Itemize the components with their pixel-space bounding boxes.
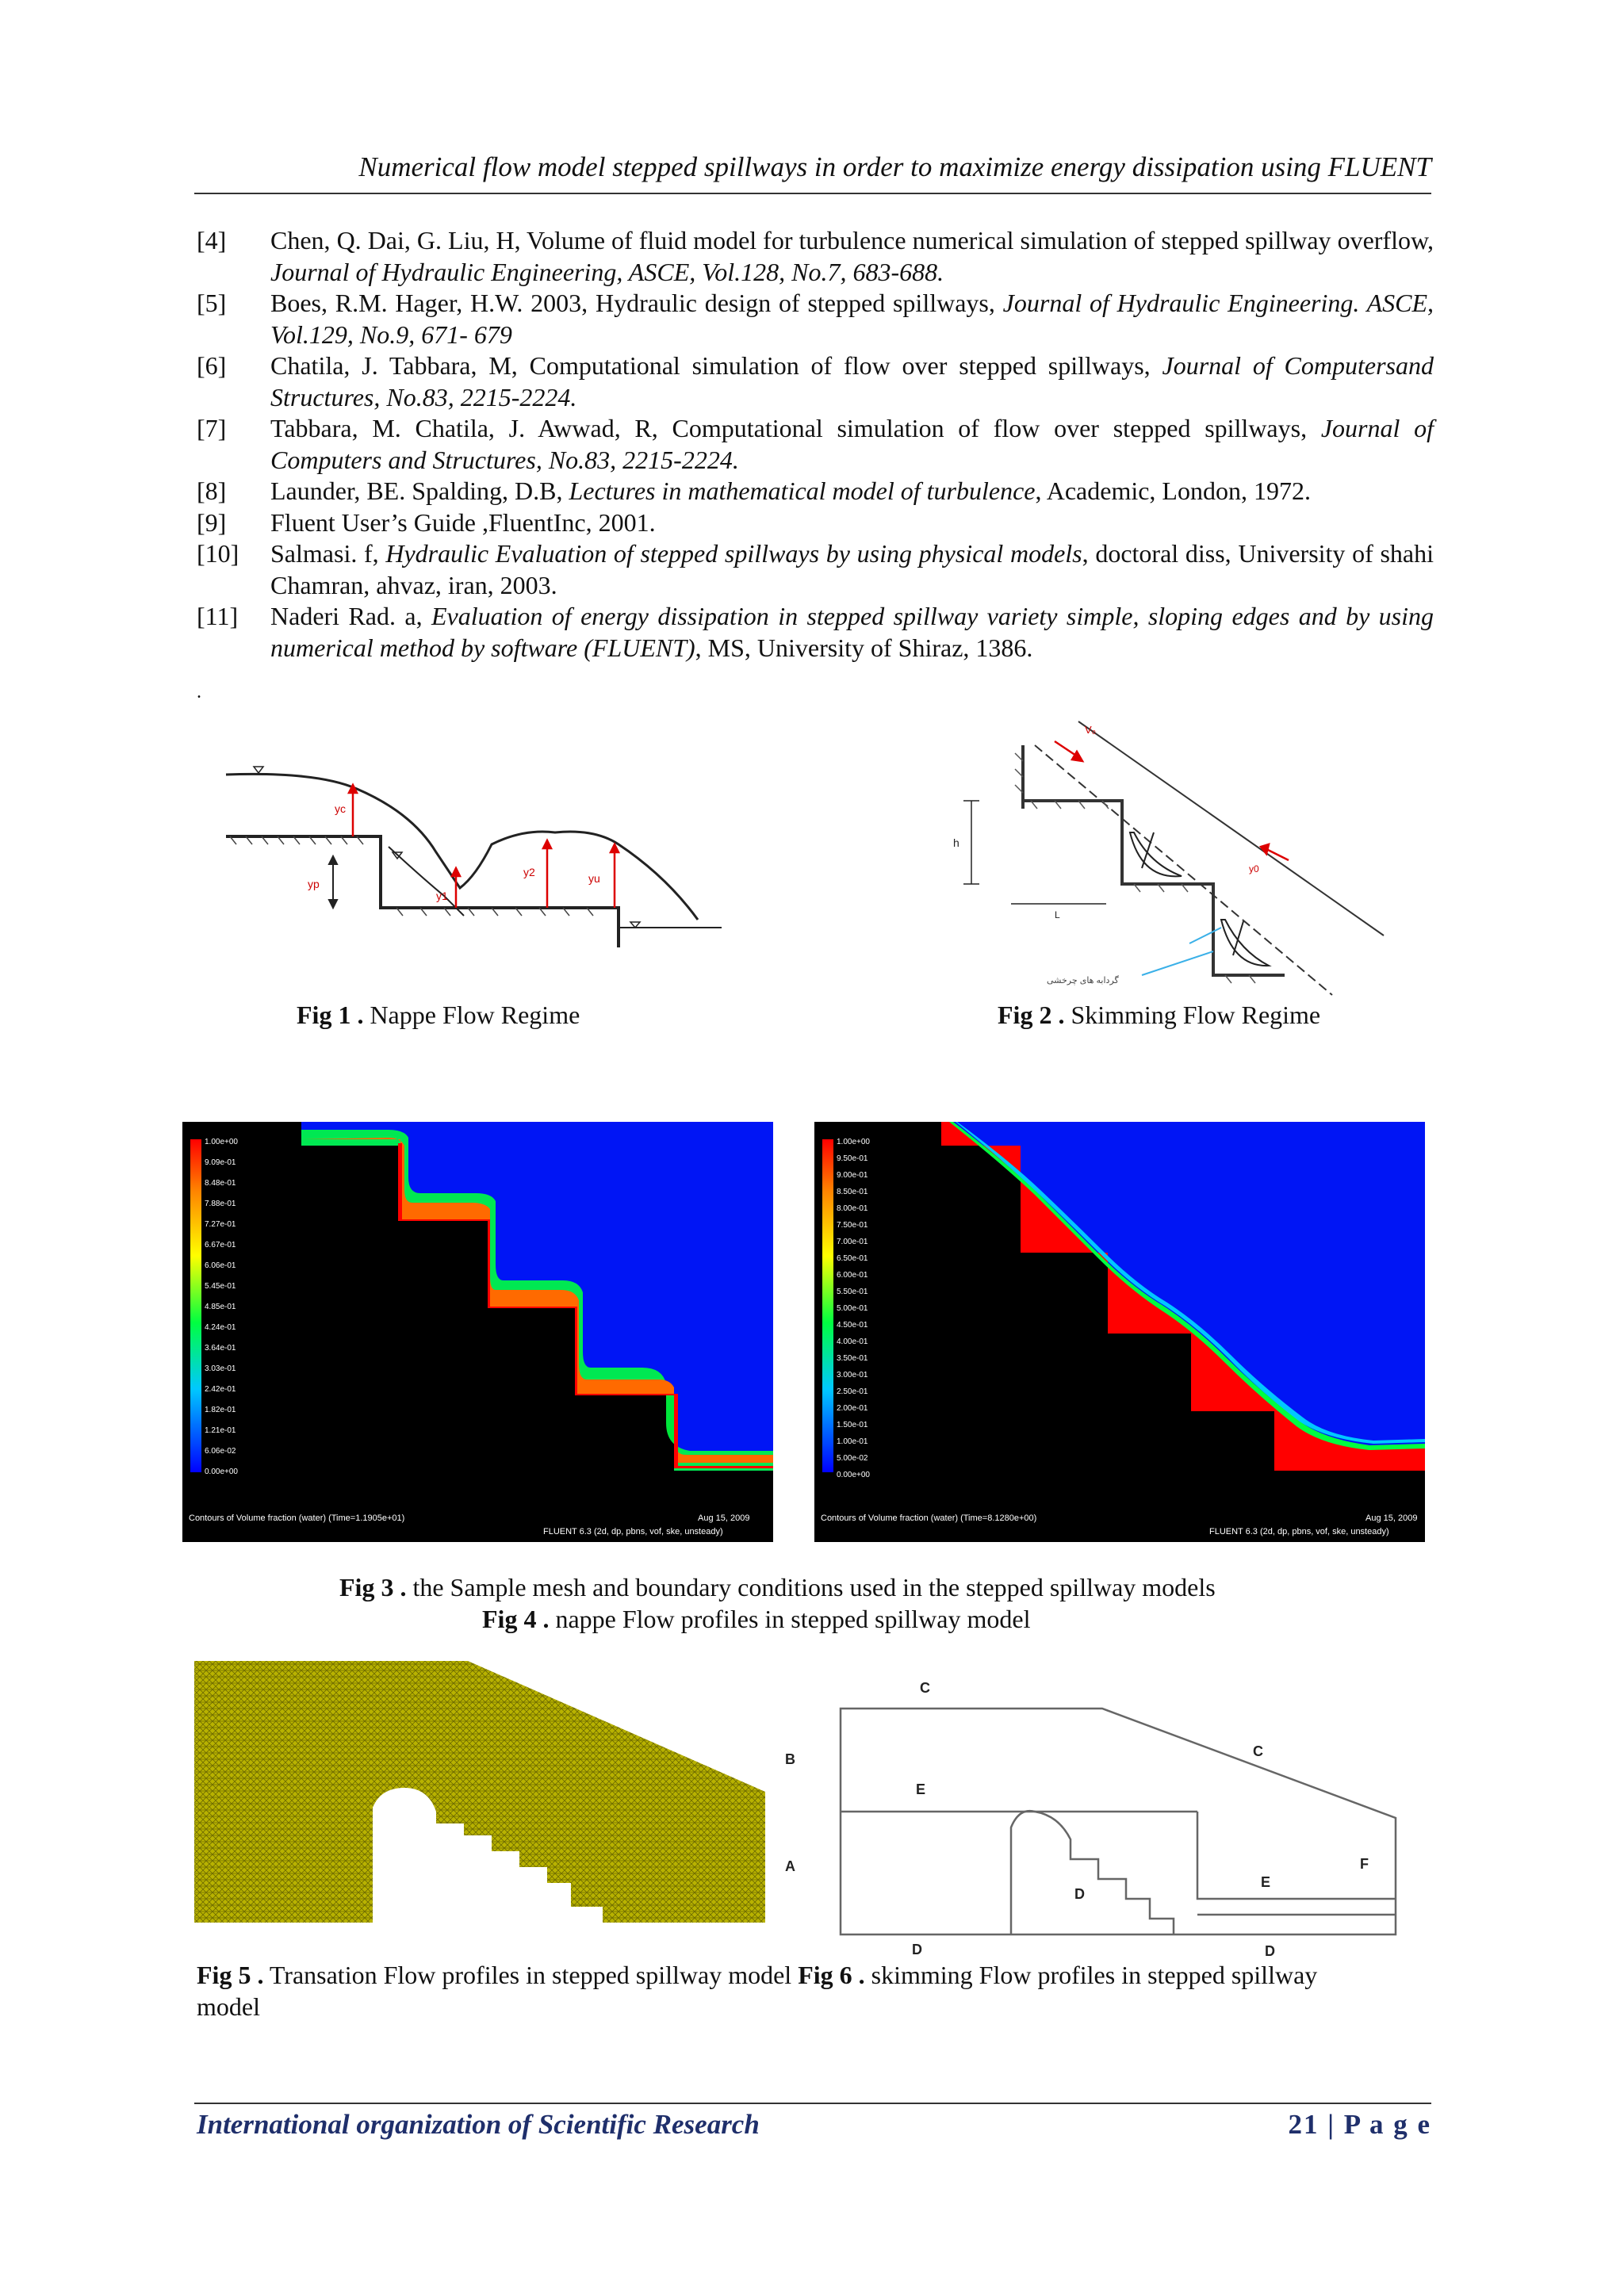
page-number: 21 | P a g e: [1288, 2109, 1431, 2140]
svg-text:1.50e-01: 1.50e-01: [837, 1421, 868, 1429]
svg-text:FLUENT 6.3 (2d, dp, pbns, vof,: FLUENT 6.3 (2d, dp, pbns, vof, ske, unsteady): [1209, 1527, 1389, 1536]
reference-item: [6] Chatila, J. Tabbara, M, Computational simulation of flow over stepped spillways, Journal of Computersand Structures, No.83, 2215-2224.: [197, 351, 1434, 411]
boundary-figure: [833, 1661, 1419, 1962]
svg-text:6.67e-01: 6.67e-01: [205, 1241, 236, 1249]
svg-text:FLUENT 6.3 (2d, dp, pbns, vof,: FLUENT 6.3 (2d, dp, pbns, vof, ske, unsteady): [543, 1527, 723, 1536]
svg-text:A: A: [785, 1858, 795, 1874]
svg-text:B: B: [785, 1751, 795, 1767]
running-header: Numerical flow model stepped spillways in order to maximize energy dissipation using FLUENT: [358, 151, 1431, 182]
svg-text:3.50e-01: 3.50e-01: [837, 1354, 868, 1363]
footer-rule: [194, 2103, 1431, 2104]
svg-text:3.64e-01: 3.64e-01: [205, 1344, 236, 1353]
svg-text:3.03e-01: 3.03e-01: [205, 1364, 236, 1373]
svg-text:Aug 15, 2009: Aug 15, 2009: [1365, 1513, 1418, 1523]
reference-item: [9] Fluent User’s Guide ,FluentInc, 2001.: [197, 507, 656, 537]
svg-text:گردابه های چرخشی: گردابه های چرخشی: [1047, 976, 1119, 985]
svg-text:9.09e-01: 9.09e-01: [205, 1158, 236, 1167]
svg-text:6.06e-02: 6.06e-02: [205, 1447, 236, 1456]
svg-text:h: h: [953, 836, 959, 849]
svg-text:3.00e-01: 3.00e-01: [837, 1371, 868, 1380]
svg-text:8.48e-01: 8.48e-01: [205, 1179, 236, 1188]
svg-text:4.00e-01: 4.00e-01: [837, 1337, 868, 1346]
svg-text:D: D: [912, 1942, 922, 1957]
svg-text:y0: y0: [1249, 863, 1259, 874]
svg-text:4.85e-01: 4.85e-01: [205, 1303, 236, 1311]
mesh-figure: [190, 1661, 817, 1931]
svg-text:2.42e-01: 2.42e-01: [205, 1385, 236, 1394]
reference-item: [10] Salmasi. f, Hydraulic Evaluation of stepped spillways by using physical models, doctoral diss, University of shahi Chamran, ahvaz, iran, 2003.: [197, 539, 1434, 599]
svg-text:1.21e-01: 1.21e-01: [205, 1426, 236, 1435]
svg-text:yp: yp: [308, 878, 320, 890]
svg-text:y1: y1: [436, 890, 448, 902]
svg-text:8.00e-01: 8.00e-01: [837, 1204, 868, 1213]
svg-text:2.50e-01: 2.50e-01: [837, 1387, 868, 1396]
svg-text:E: E: [916, 1781, 926, 1797]
svg-text:0.00e+00: 0.00e+00: [205, 1468, 238, 1476]
svg-text:1.82e-01: 1.82e-01: [205, 1406, 236, 1414]
svg-text:9.50e-01: 9.50e-01: [837, 1154, 868, 1163]
header-rule: [194, 193, 1431, 194]
svg-text:7.00e-01: 7.00e-01: [837, 1238, 868, 1246]
fig3-caption: Fig 3 . the Sample mesh and boundary conditions used in the stepped spillway models: [339, 1573, 1216, 1601]
svg-text:yc: yc: [335, 802, 346, 815]
stray-dot: .: [197, 682, 201, 702]
svg-text:D: D: [1265, 1943, 1275, 1959]
svg-text:E: E: [1261, 1874, 1271, 1890]
fig2-caption: Fig 2 . Skimming Flow Regime: [998, 1001, 1321, 1029]
reference-list: [197, 225, 1434, 664]
svg-text:5.50e-01: 5.50e-01: [837, 1288, 868, 1296]
svg-text:1.00e+00: 1.00e+00: [205, 1138, 238, 1146]
svg-text:7.27e-01: 7.27e-01: [205, 1220, 236, 1229]
svg-text:Contours of Volume fraction (w: Contours of Volume fraction (water) (Time=1.1905e+01): [189, 1513, 405, 1523]
svg-text:6.00e-01: 6.00e-01: [837, 1271, 868, 1280]
svg-text:1.00e-01: 1.00e-01: [837, 1437, 868, 1446]
svg-text:Aug 15, 2009: Aug 15, 2009: [698, 1513, 750, 1523]
reference-item: [4] Chen, Q. Dai, G. Liu, H, Volume of fluid model for turbulence numerical simulation of stepped spillway overflow, Journal of Hydraulic Engineering, ASCE, Vol.128, No.7, 683-688.: [197, 226, 1434, 286]
svg-text:L: L: [1055, 909, 1060, 920]
fig4-caption: Fig 4 . nappe Flow profiles in stepped spillway model: [482, 1605, 1031, 1633]
svg-text:y2: y2: [523, 866, 535, 878]
contour-plot-nappe: [182, 1122, 773, 1542]
contour-plot-skimming: [814, 1122, 1425, 1542]
svg-text:6.50e-01: 6.50e-01: [837, 1254, 868, 1263]
footer-organization: International organization of Scientific Research: [197, 2109, 760, 2140]
svg-text:4.50e-01: 4.50e-01: [837, 1321, 868, 1330]
colorbar-labels: [837, 1138, 870, 1479]
fig6-caption-cont: model: [197, 1992, 260, 2021]
svg-text:C: C: [920, 1680, 930, 1696]
reference-item: [7] Tabbara, M. Chatila, J. Awwad, R, Computational simulation of flow over stepped spillways, Journal of Computers and Structures, No.83, 2215-2224.: [197, 414, 1434, 474]
fig1-nappe-flow-diagram: [222, 757, 761, 947]
svg-text:F: F: [1360, 1856, 1369, 1872]
svg-text:yu: yu: [588, 872, 600, 885]
svg-text:7.88e-01: 7.88e-01: [205, 1200, 236, 1208]
svg-text:D: D: [1074, 1886, 1085, 1902]
svg-text:2.00e-01: 2.00e-01: [837, 1404, 868, 1413]
svg-text:5.00e-02: 5.00e-02: [837, 1454, 868, 1463]
svg-text:8.50e-01: 8.50e-01: [837, 1188, 868, 1196]
svg-text:9.00e-01: 9.00e-01: [837, 1171, 868, 1180]
reference-item: [8] Launder, BE. Spalding, D.B, Lectures in mathematical model of turbulence, Academic, London, 1972.: [197, 476, 1311, 505]
svg-text:6.06e-01: 6.06e-01: [205, 1261, 236, 1270]
fig5-6-caption: Fig 5 . Transation Flow profiles in stepped spillway model Fig 6 . skimming Flow profiles in stepped spillway: [197, 1961, 1318, 1989]
fig1-caption: Fig 1 . Nappe Flow Regime: [297, 1001, 580, 1029]
reference-item: [11] Naderi Rad. a, Evaluation of energy dissipation in stepped spillway variety simple, sloping edges and by using numerical method by software (FLUENT), MS, University of Shiraz, 1386.: [197, 602, 1434, 662]
fig2-skimming-flow-diagram: [952, 714, 1396, 999]
reference-item: [5] Boes, R.M. Hager, H.W. 2003, Hydraulic design of stepped spillways, Journal of Hydraulic Engineering. ASCE, Vol.129, No.9, 671- 679: [197, 289, 1434, 349]
svg-text:7.50e-01: 7.50e-01: [837, 1221, 868, 1230]
svg-text:0.00e+00: 0.00e+00: [837, 1471, 870, 1479]
svg-text:4.24e-01: 4.24e-01: [205, 1323, 236, 1332]
svg-text:5.00e-01: 5.00e-01: [837, 1304, 868, 1313]
svg-text:C: C: [1253, 1743, 1263, 1759]
svg-text:V₀: V₀: [1085, 724, 1097, 736]
svg-text:1.00e+00: 1.00e+00: [837, 1138, 870, 1146]
svg-text:Contours of Volume fraction (w: Contours of Volume fraction (water) (Time=8.1280e+00): [821, 1513, 1037, 1523]
svg-text:5.45e-01: 5.45e-01: [205, 1282, 236, 1291]
